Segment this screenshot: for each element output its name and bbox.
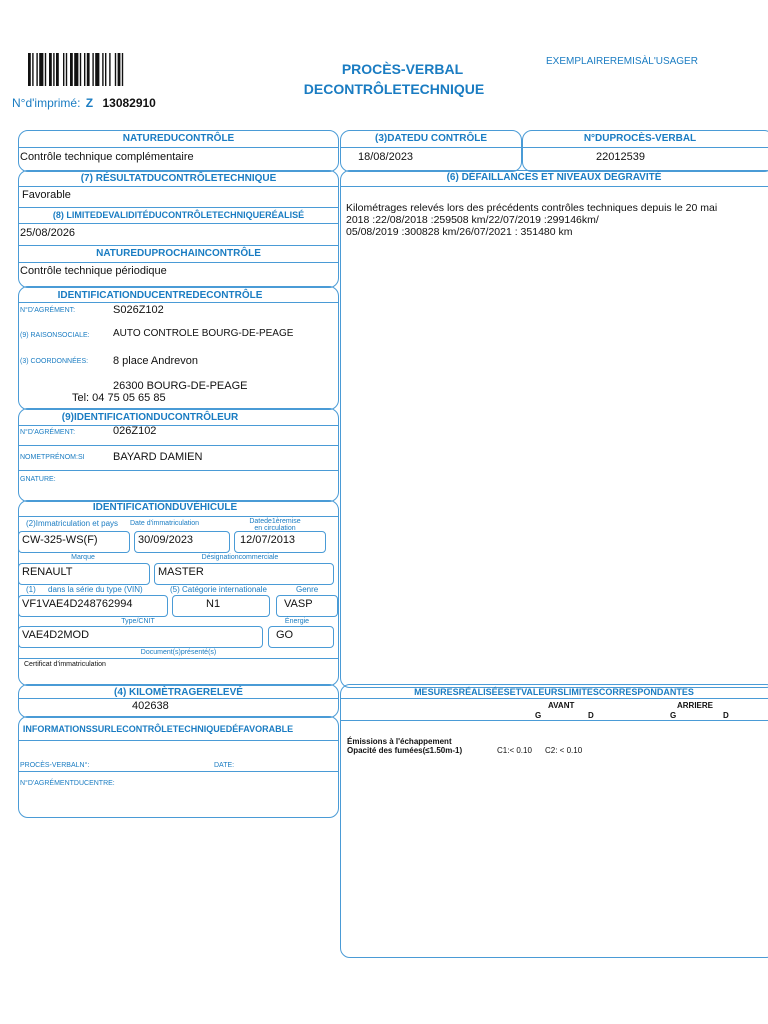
docs-value: Certificat d'immatriculation [24,661,106,668]
next-header: NATUREDUPROCHAINCONTRÔLE [96,248,261,259]
energie-value: GO [276,629,294,641]
defects-line1: Kilométrages relevés lors des précédents contrôles techniques depuis le 20 mai [346,202,718,214]
date-value: 18/08/2023 [358,151,414,163]
date-immat-label: Date d'immatriculation [130,520,200,527]
c2-value: C2: < 0.10 [545,746,583,755]
vin-num: (1) [26,585,36,594]
raison-label: (9) RAISONSOCIALE: [20,332,90,339]
coord-label: (3) COORDONNÉES: [20,358,89,365]
unfav-agrement-label: N°D'AGRÉMENTDUCENTRE: [20,780,115,787]
energie-label: Énergie [284,618,310,625]
opacite-label: Opacité des fumées(≤1.50m-1) [347,746,463,755]
marque-value: RENAULT [22,566,73,578]
defects-line3: 05/08/2019 :300828 km/26/07/2021 : 351480 km [346,226,573,238]
mesures-box [340,684,768,958]
raison-value: AUTO CONTROLE BOURG-DE-PEAGE [113,328,294,339]
centre-agrement-value: S026Z102 [113,304,164,316]
arriere-label: ARRIERE [677,701,714,710]
designation-value: MASTER [158,566,204,578]
unfav-date-label: DATE: [214,762,235,769]
result-header: (7) RÉSULTATDUCONTRÔLETECHNIQUE [80,173,277,184]
categorie-label: (5) Catégorie internationale [170,585,267,594]
nature-header: NATUREDUCONTRÔLE [122,133,235,144]
date-immat-value: 30/09/2023 [138,534,194,546]
type-label: Type/CNIT [121,618,155,625]
printed-number-line [12,96,156,110]
unfavorable-header: INFORMATIONSSURLECONTRÔLETECHNIQUEDÉFAVORABLE [22,724,294,734]
marque-label: Marque [71,554,95,561]
date-circ-value: 12/07/2013 [240,534,296,546]
date-circ-label2: en circulation [254,525,296,532]
type-value: VAE4D2MOD [22,629,90,641]
limit-value: 25/08/2026 [20,227,76,239]
avant-g: G [535,711,542,720]
docs-label: Document(s)présenté(s) [140,649,217,656]
nom-value: BAYARD DAMIEN [113,451,203,463]
mesures-header: MESURESRÉALISÉESETVALEURSLIMITESCORRESPONDANTES [414,687,694,697]
categorie-value: N1 [206,598,221,610]
controleur-header: (9)IDENTIFICATIONDUCONTRÔLEUR [61,412,239,423]
emissions-label: Émissions à l'échappement [347,737,452,746]
printed-number: 13082910 [102,96,156,110]
vehicule-header: IDENTIFICATIONDUVÉHICULE [92,502,238,513]
address1: 8 place Andrevon [113,355,199,367]
km-value: 402638 [132,700,169,712]
immat-value: CW-325-WS(F) [22,534,98,546]
printed-label: N°d'imprimé: [12,96,81,110]
copy-label: EXEMPLAIREREMISÀL'USAGER [546,56,698,67]
unfav-pv-label: PROCÈS-VERBALN°: [20,762,90,769]
genre-label: Genre [296,585,319,594]
next-value: Contrôle technique périodique [20,265,167,277]
defects-line2: 2018 :22/08/2018 :259508 km/22/07/2019 :299146km/ [346,214,599,226]
c1-value: C1:< 0.10 [497,746,532,755]
tel: Tel: 04 75 05 65 85 [72,392,166,404]
pv-value: 22012539 [596,151,645,163]
signature-label: GNATURE: [20,476,56,483]
date-header: (3)DATEDU CONTRÔLE [374,133,488,144]
pv-header: N°DUPROCÈS-VERBAL [583,133,697,144]
limit-header: (8) LIMITEDEVALIDITÉDUCONTRÔLETECHNIQUERÉALISÉ [52,210,305,220]
arriere-d: D [723,711,729,720]
avant-d: D [588,711,594,720]
centre-agrement-label: N°D'AGRÉMENT: [20,307,76,314]
designation-label: Désignationcommerciale [201,554,279,561]
categorie-field [172,595,270,617]
controleur-agrement-value: 026Z102 [113,425,157,437]
controleur-agrement-label: N°D'AGRÉMENT: [20,429,76,436]
printed-letter: Z [85,96,94,110]
arriere-g: G [670,711,677,720]
result-value: Favorable [22,189,71,201]
date-circ-label1: Datede1èremise [249,518,301,525]
defects-box [340,170,768,688]
nom-label: NOMETPRÉNOM:SI [20,454,85,461]
km-header: (4) KILOMÈTRAGERELEVÉ [114,687,243,698]
barcode [28,53,158,86]
immat-label: (2)Immatriculation et pays [26,519,119,528]
nature-value: Contrôle technique complémentaire [20,151,194,163]
vin-label: dans la série du type (VIN) [48,585,143,594]
title-line2: DECONTRÔLETECHNIQUE [303,81,485,97]
address2: 26300 BOURG-DE-PEAGE [113,380,248,392]
vin-value: VF1VAE4D248762994 [22,598,133,610]
title-line1: PROCÈS-VERBAL [341,61,464,77]
defects-header: (6) DÉFAILLANCES ET NIVEAUX DEGRAVITÉ [446,172,662,183]
genre-value: VASP [284,598,313,610]
avant-label: AVANT [548,701,575,710]
centre-header: IDENTIFICATIONDUCENTREDECONTRÔLE [57,290,263,301]
